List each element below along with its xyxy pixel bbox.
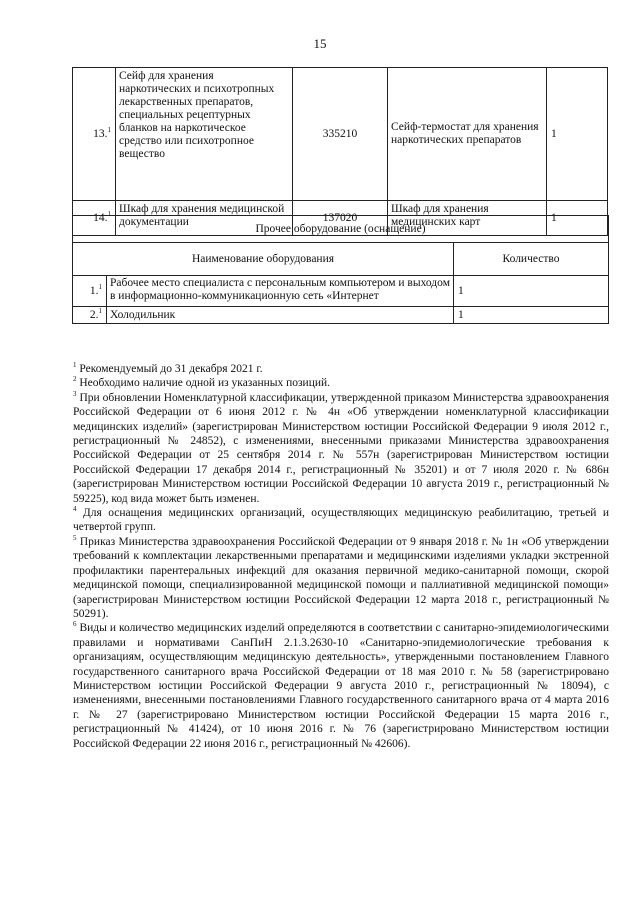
item-alt-name: Шкаф для хранения медицинских карт [388, 201, 547, 236]
table-header-row [73, 243, 609, 276]
table-row [73, 307, 609, 324]
item-quantity: 1 [454, 276, 609, 307]
equipment-table [72, 67, 608, 236]
item-code: 137020 [293, 201, 388, 236]
item-name: Шкаф для хранения медицинской документации [116, 201, 293, 236]
footnotes [73, 362, 609, 751]
footnote: $^1$ Рекомендуемый до 31 декабря 2021 г. [73, 361, 263, 375]
other-equipment-table [72, 215, 609, 324]
row-number: 14.$^1$ [73, 201, 116, 236]
item-quantity: 1 [454, 307, 609, 324]
table-row [73, 68, 608, 201]
table-title: Прочее оборудование (оснащение) [73, 216, 609, 243]
footnote: $^2$ Необходимо наличие одной из указанных позиций. [73, 375, 331, 390]
row-number: 1.$^1$ [73, 276, 107, 307]
column-header-quantity: Количество [454, 243, 609, 276]
item-name: Сейф для хранения наркотических и психотропных лекарственных препаратов, специальных рецептурных бланков на наркотическое средство или психотропное вещество [116, 68, 293, 201]
row-number: 2.$^1$ [73, 307, 107, 324]
row-number: 13.$^1$ [73, 68, 116, 201]
item-name: Рабочее место специалиста с персональным компьютером и выходом в информационно-коммуникационную сеть «Интернет [107, 276, 454, 307]
item-alt-name: Сейф-термостат для хранения наркотических препаратов [388, 68, 547, 201]
footnote: $^3$ При обновлении Номенклатурной классификации, утвержденной приказом Министерства здравоохранения Российской Федерации от 6 июня 2012 г. № 4н «Об утверждении номенклатурной классификации медицинских изделий» (зарегистрирован Министерством юстиции Российской Федерации 9 июля 2012 г., регистрационный № 24852), с изменениями, внесенными приказами Министерства здравоохранения Российской Федерации от 25 сентября 2014 г. № 557н (зарегистрирован Министерством юстиции Российской Федерации 17 декабря 2014 г., регистрационный № 35201) и от 7 июля 2020 г. № 686н (зарегистрирован Министерством юстиции Российской Федерации 10 августа 2019 г., регистрационный № 59225), код вида может быть изменен. [73, 389, 609, 505]
table-row [73, 276, 609, 307]
item-name: Холодильник [107, 307, 454, 324]
table-title-row [73, 216, 609, 243]
item-code: 335210 [293, 68, 388, 201]
item-quantity: 1 [547, 68, 608, 201]
footnote: $^4$ Для оснащения медицинских организаций, осуществляющих медицинскую реабилитацию, третьей и четвертой групп. [73, 505, 610, 534]
footnote: $^5$ Приказ Министерства здравоохранения Российской Федерации от 9 января 2018 г. № 1н «Об утверждении требований к комплектации лекарственными препаратами и медицинскими изделиями укладки экстренной профилактики парентеральных инфекций для оказания первичной медико-санитарной помощи, скорой медицинской помощи, специализированной медицинской помощи и паллиативной медицинской помощи» (зарегистрирован Министерством юстиции Российской Федерации 12 марта 2018 г., регистрационный № 50291). [73, 534, 610, 620]
item-quantity: 1 [547, 201, 608, 236]
column-header-name: Наименование оборудования [73, 243, 454, 276]
page-number: 15 [313, 36, 327, 51]
footnote: $^6$ Виды и количество медицинских изделий определяются в соответствии с санитарно-эпидемиологическими правилами и нормативами СанПиН 2.1.3.2630-10 «Санитарно-эпидемиологические требования к организациям, осуществляющим медицинскую деятельность», утвержденными постановлением Главного государственного санитарного врача Российской Федерации от 18 мая 2010 г. № 58 (зарегистрировано Министерством юстиции Российской Федерации 9 августа 2010 г., регистрационный № 18094), с изменениями, внесенными постановлениями Главного государственного санитарного врача от 4 марта 2016 г. № 27 (зарегистрировано Министерством юстиции Российской Федерации 15 марта 2016 г., регистрационный № 41424), от 10 июня 2016 г. № 76 (зарегистрировано Министерством юстиции Российской Федерации 22 июня 2016 г., регистрационный № 42606). [73, 620, 609, 750]
